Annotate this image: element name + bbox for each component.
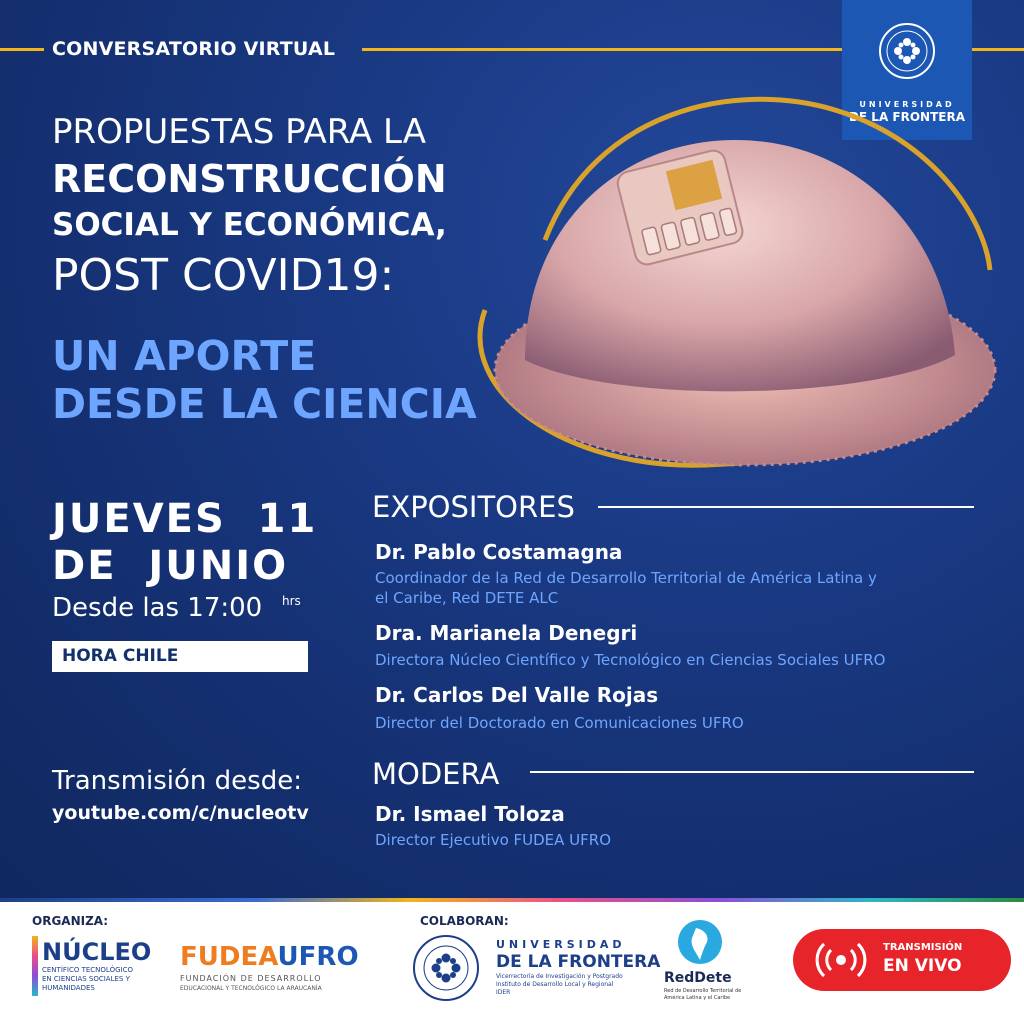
reddete-sub-2: América Latina y el Caribe <box>664 995 731 1001</box>
nucleo-logo-subtitle <box>42 966 133 993</box>
timezone-badge <box>52 641 308 672</box>
reddete-globe-icon <box>676 918 724 966</box>
speaker-1-role: Coordinador de la Red de Desarrollo Territorial de América Latina y <box>375 569 877 587</box>
top-accent-line-right <box>362 48 842 51</box>
moderator-divider <box>530 771 974 773</box>
top-accent-line-edge <box>972 48 1024 51</box>
ufro-collab-line2: DE LA FRONTERA <box>496 952 661 972</box>
speaker-1-role-cont: el Caribe, Red DETE ALC <box>375 589 559 607</box>
title-line-1: PROPUESTAS PARA LA <box>52 112 426 152</box>
nucleo-logo: NÚCLEO <box>42 938 152 966</box>
timezone-label: HORA CHILE <box>62 646 179 666</box>
nucleo-logo-bar <box>32 936 38 996</box>
ufro-collab-line1: UNIVERSIDAD <box>496 938 626 951</box>
speaker-2-role: Directora Núcleo Científico y Tecnológico en Ciencias Sociales UFRO <box>375 651 886 669</box>
fudea-logo-subtitle <box>180 974 322 994</box>
transmission-label: Transmisión desde: <box>52 766 302 796</box>
reddete-logo: RedDete <box>664 970 732 986</box>
top-accent-line-left <box>0 48 44 51</box>
fudea-sub-2: EDUCACIONAL Y TECNOLÓGICO LA ARAUCANÍA <box>180 985 322 992</box>
subtitle-line-2: DESDE LA CIENCIA <box>52 380 477 428</box>
event-time-unit: hrs <box>282 594 301 608</box>
nucleo-sub-2: EN CIENCIAS SOCIALES Y <box>42 975 130 983</box>
moderator-role: Director Ejecutivo FUDEA UFRO <box>375 831 612 849</box>
subtitle-line-1: UN APORTE <box>52 332 317 380</box>
color-stripe <box>0 898 1024 902</box>
live-stream-badge[interactable] <box>793 929 1011 991</box>
ufro-sub-1: Vicerrectoría de Investigación y Postgrado <box>496 973 623 980</box>
moderator-heading: MODERA <box>372 757 500 791</box>
event-date-month: DE JUNIO <box>52 543 289 589</box>
speaker-1-name: Dr. Pablo Costamagna <box>375 540 623 564</box>
fudea-sub-1: FUNDACIÓN DE DESARROLLO <box>180 974 322 983</box>
title-line-2: RECONSTRUCCIÓN <box>52 157 447 201</box>
fudea-text: FUDEA <box>180 942 278 972</box>
ufro-collab-subtitle <box>496 973 623 997</box>
event-time: Desde las 17:00 <box>52 593 263 623</box>
broadcast-icon <box>811 940 871 980</box>
logo-frontera-text: DE LA FRONTERA <box>848 110 966 124</box>
moderator-name: Dr. Ismael Toloza <box>375 802 565 826</box>
speaker-3-name: Dr. Carlos Del Valle Rojas <box>375 683 659 707</box>
speaker-3-role: Director del Doctorado en Comunicaciones UFRO <box>375 714 744 732</box>
title-line-3: SOCIAL Y ECONÓMICA, <box>52 207 447 243</box>
speakers-heading: EXPOSITORES <box>372 490 575 524</box>
face-mask-illustration <box>445 70 1005 490</box>
nucleo-sub-3: HUMANIDADES <box>42 984 95 992</box>
reddete-sub-1: Red de Desarrollo Territorial de <box>664 988 742 994</box>
live-label-small: TRANSMISIÓN <box>883 942 963 953</box>
speakers-divider <box>598 506 974 508</box>
organiza-label: ORGANIZA: <box>32 914 109 928</box>
event-date-day: JUEVES 11 <box>52 496 318 542</box>
ufro-sub-2: Instituto de Desarrollo Local y Regional <box>496 981 614 988</box>
fudea-logo <box>180 942 359 972</box>
ufro-text: UFRO <box>277 942 359 972</box>
speaker-2-name: Dra. Marianela Denegri <box>375 621 638 645</box>
ufro-seal-icon <box>410 932 482 1004</box>
reddete-subtitle <box>664 988 741 1002</box>
title-line-4: POST COVID19: <box>52 250 395 301</box>
live-label-large: EN VIVO <box>883 956 962 976</box>
event-type-tag: CONVERSATORIO VIRTUAL <box>52 38 336 60</box>
ufro-sub-3: IDER <box>496 989 511 996</box>
logo-university-text: UNIVERSIDAD <box>859 100 955 109</box>
transmission-url-link[interactable]: youtube.com/c/nucleotv <box>52 802 309 824</box>
nucleo-sub-1: CENTÍFICO TECNOLÓGICO <box>42 966 133 974</box>
colaboran-label: COLABORAN: <box>420 914 509 928</box>
